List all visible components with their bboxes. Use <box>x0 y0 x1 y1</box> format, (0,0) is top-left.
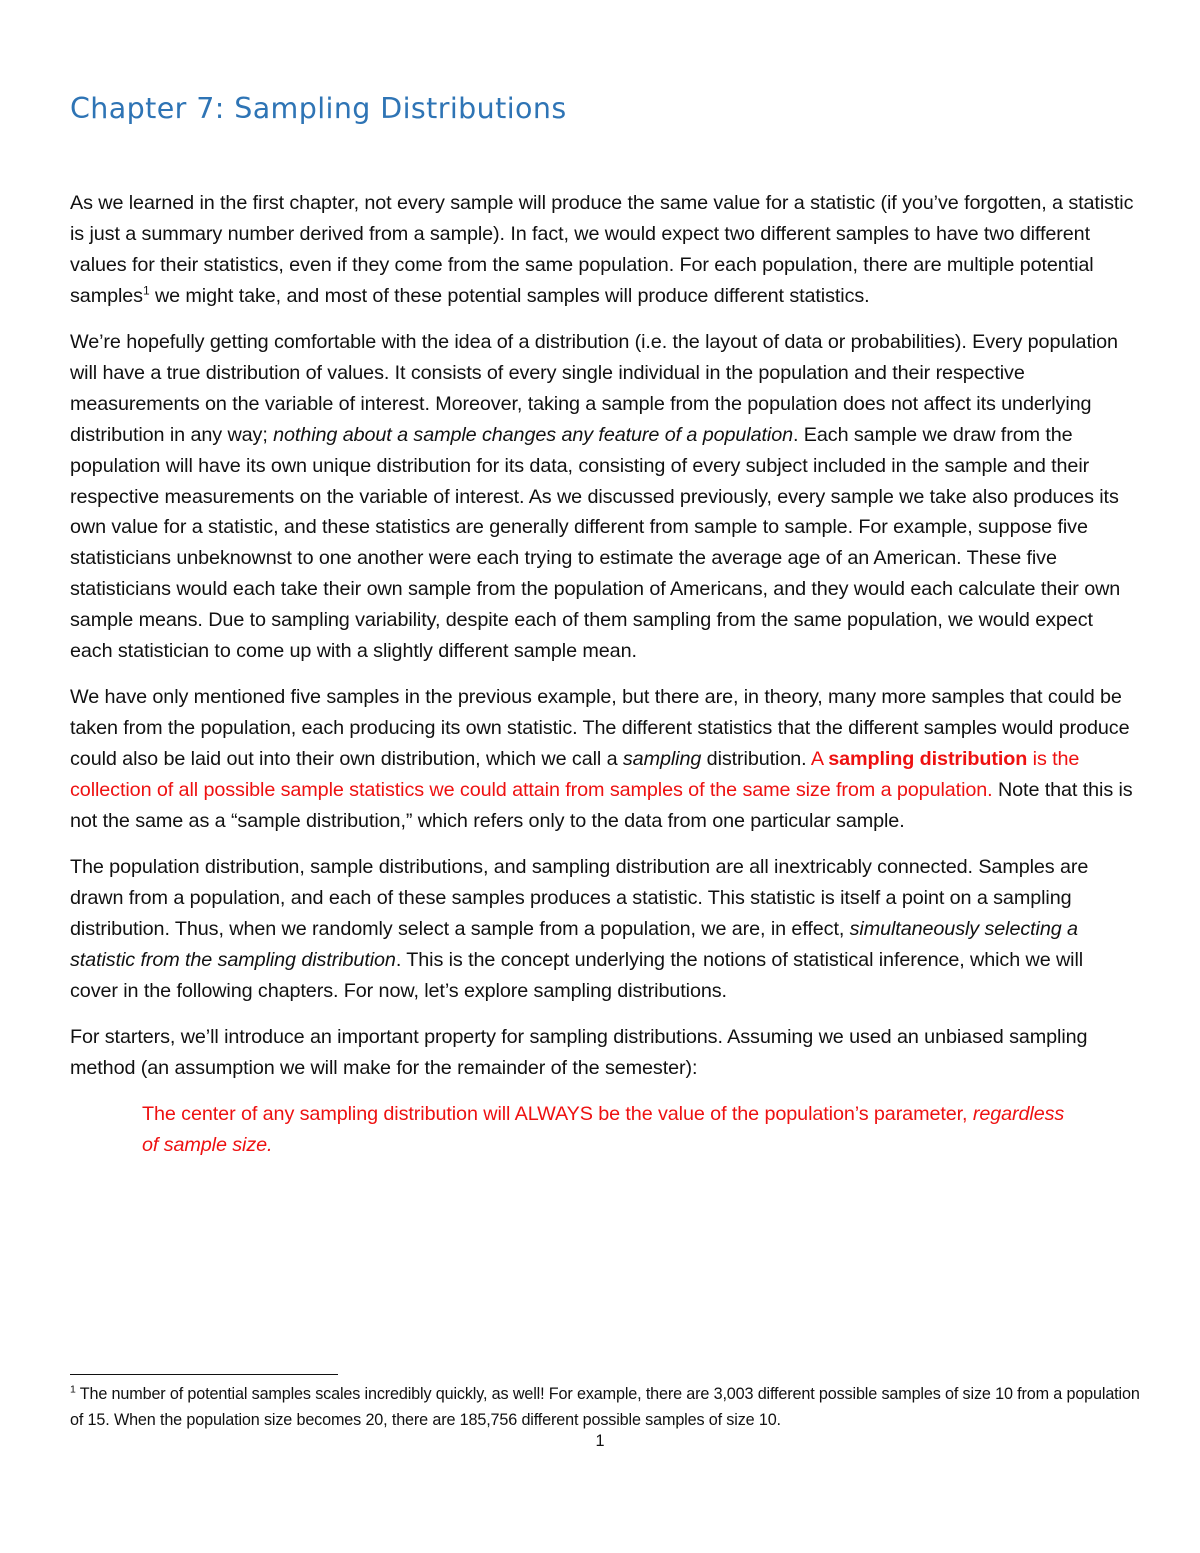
p3-text-b: distribution. <box>701 748 811 771</box>
definition-term: sampling distribution <box>828 748 1028 771</box>
chapter-title: Chapter 7: Sampling Distributions <box>70 92 567 125</box>
p2-text-b: . Each sample we draw from the population will have its own unique distribution for its data, consisting of every subject included in the sample and their respective measurements on the variable of interest. As we discussed previously, every sample we take also produces its own value for a statistic, and these statistics are generally different from sample to sample. For example, suppose five statisticians unbeknownst to one another were each trying to estimate the average age of an American. These five statisticians would each take their own sample from the population of Americans, and they would each calculate their own sample means. Due to sampling variability, despite each of them sampling from the same population, we would expect each statistician to come up with a slightly different sample mean. <box>70 423 1121 663</box>
p1-text-b: we might take, and most of these potential samples will produce different statistics. <box>149 284 870 307</box>
p1-text-a: As we learned in the first chapter, not every sample will produce the same value for a statistic (if you’ve forgotten, a statistic is just a summary number derived from a sample). In fact, we would expect two different samples to have two different values for their statistics, even if they come from the same population. For each population, there are multiple potential samples <box>70 192 1134 307</box>
p3-emphasis-sampling: sampling <box>622 748 702 771</box>
paragraph-4 <box>70 852 1135 1007</box>
callout-text: The center of any sampling distribution will ALWAYS be the value of the population’s parameter, <box>142 1103 973 1126</box>
callout-emphasis: regardless of sample size. <box>142 1103 1065 1157</box>
footnote-reference[interactable]: 1 <box>142 283 150 298</box>
paragraph-5: For starters, we’ll introduce an important property for sampling distributions. Assuming we used an unbiased sampling method (an assumption we will make for the remainder of the semester): <box>70 1026 1088 1080</box>
footnote-marker: 1 <box>70 1383 76 1396</box>
paragraph-2 <box>70 327 1135 667</box>
p2-emphasis: nothing about a sample changes any feature of a population <box>273 423 794 446</box>
footnote <box>70 1381 1140 1433</box>
paragraph-3 <box>70 682 1135 837</box>
p4-emphasis: simultaneously selecting a statistic from the sampling distribution <box>70 918 1078 972</box>
p4-text-a: The population distribution, sample distributions, and sampling distribution are all inextricably connected. Samples are drawn from a population, and each of these samples produces a statistic. This statistic is itself a point on a sampling distribution. Thus, when we randomly select a sample from a population, we are, in effect, <box>70 856 1089 941</box>
definition-red-b: is the collection of all possible sample statistics we could attain from samples of the same size from a population. <box>70 748 1080 802</box>
footnote-text: The number of potential samples scales incredibly quickly, as well! For example, there are 3,003 different possible samples of size 10 from a population of 15. When the population size becomes 20, there are 185,756 different possible samples of size 10. <box>70 1385 1140 1429</box>
footnote-divider <box>70 1374 338 1375</box>
definition-red-a: A <box>810 748 829 771</box>
p4-text-b: . This is the concept underlying the notions of statistical inference, which we will cover in the following chapters. For now, let’s explore sampling distributions. <box>70 949 1084 1002</box>
paragraph-1 <box>70 188 1135 312</box>
body-text <box>70 188 1135 1161</box>
p2-text-a: We’re hopefully getting comfortable with the idea of a distribution (i.e. the layout of data or probabilities). Every population will have a true distribution of values. It consists of every single individual in the population and their respective measurements on the variable of interest. Moreover, taking a sample from the population does not affect its underlying distribution in any way; <box>70 331 1118 446</box>
key-property-callout <box>142 1099 1082 1161</box>
p3-text-c: Note that this is not the same as a “sample distribution,” which refers only to the data from one particular sample. <box>70 779 1133 832</box>
page-number: 1 <box>595 1432 605 1450</box>
p3-text-a: We have only mentioned five samples in the previous example, but there are, in theory, many more samples that could be taken from the population, each producing its own statistic. The different statistics that the different samples would produce could also be laid out into their own distribution, which we call a <box>70 686 1130 771</box>
